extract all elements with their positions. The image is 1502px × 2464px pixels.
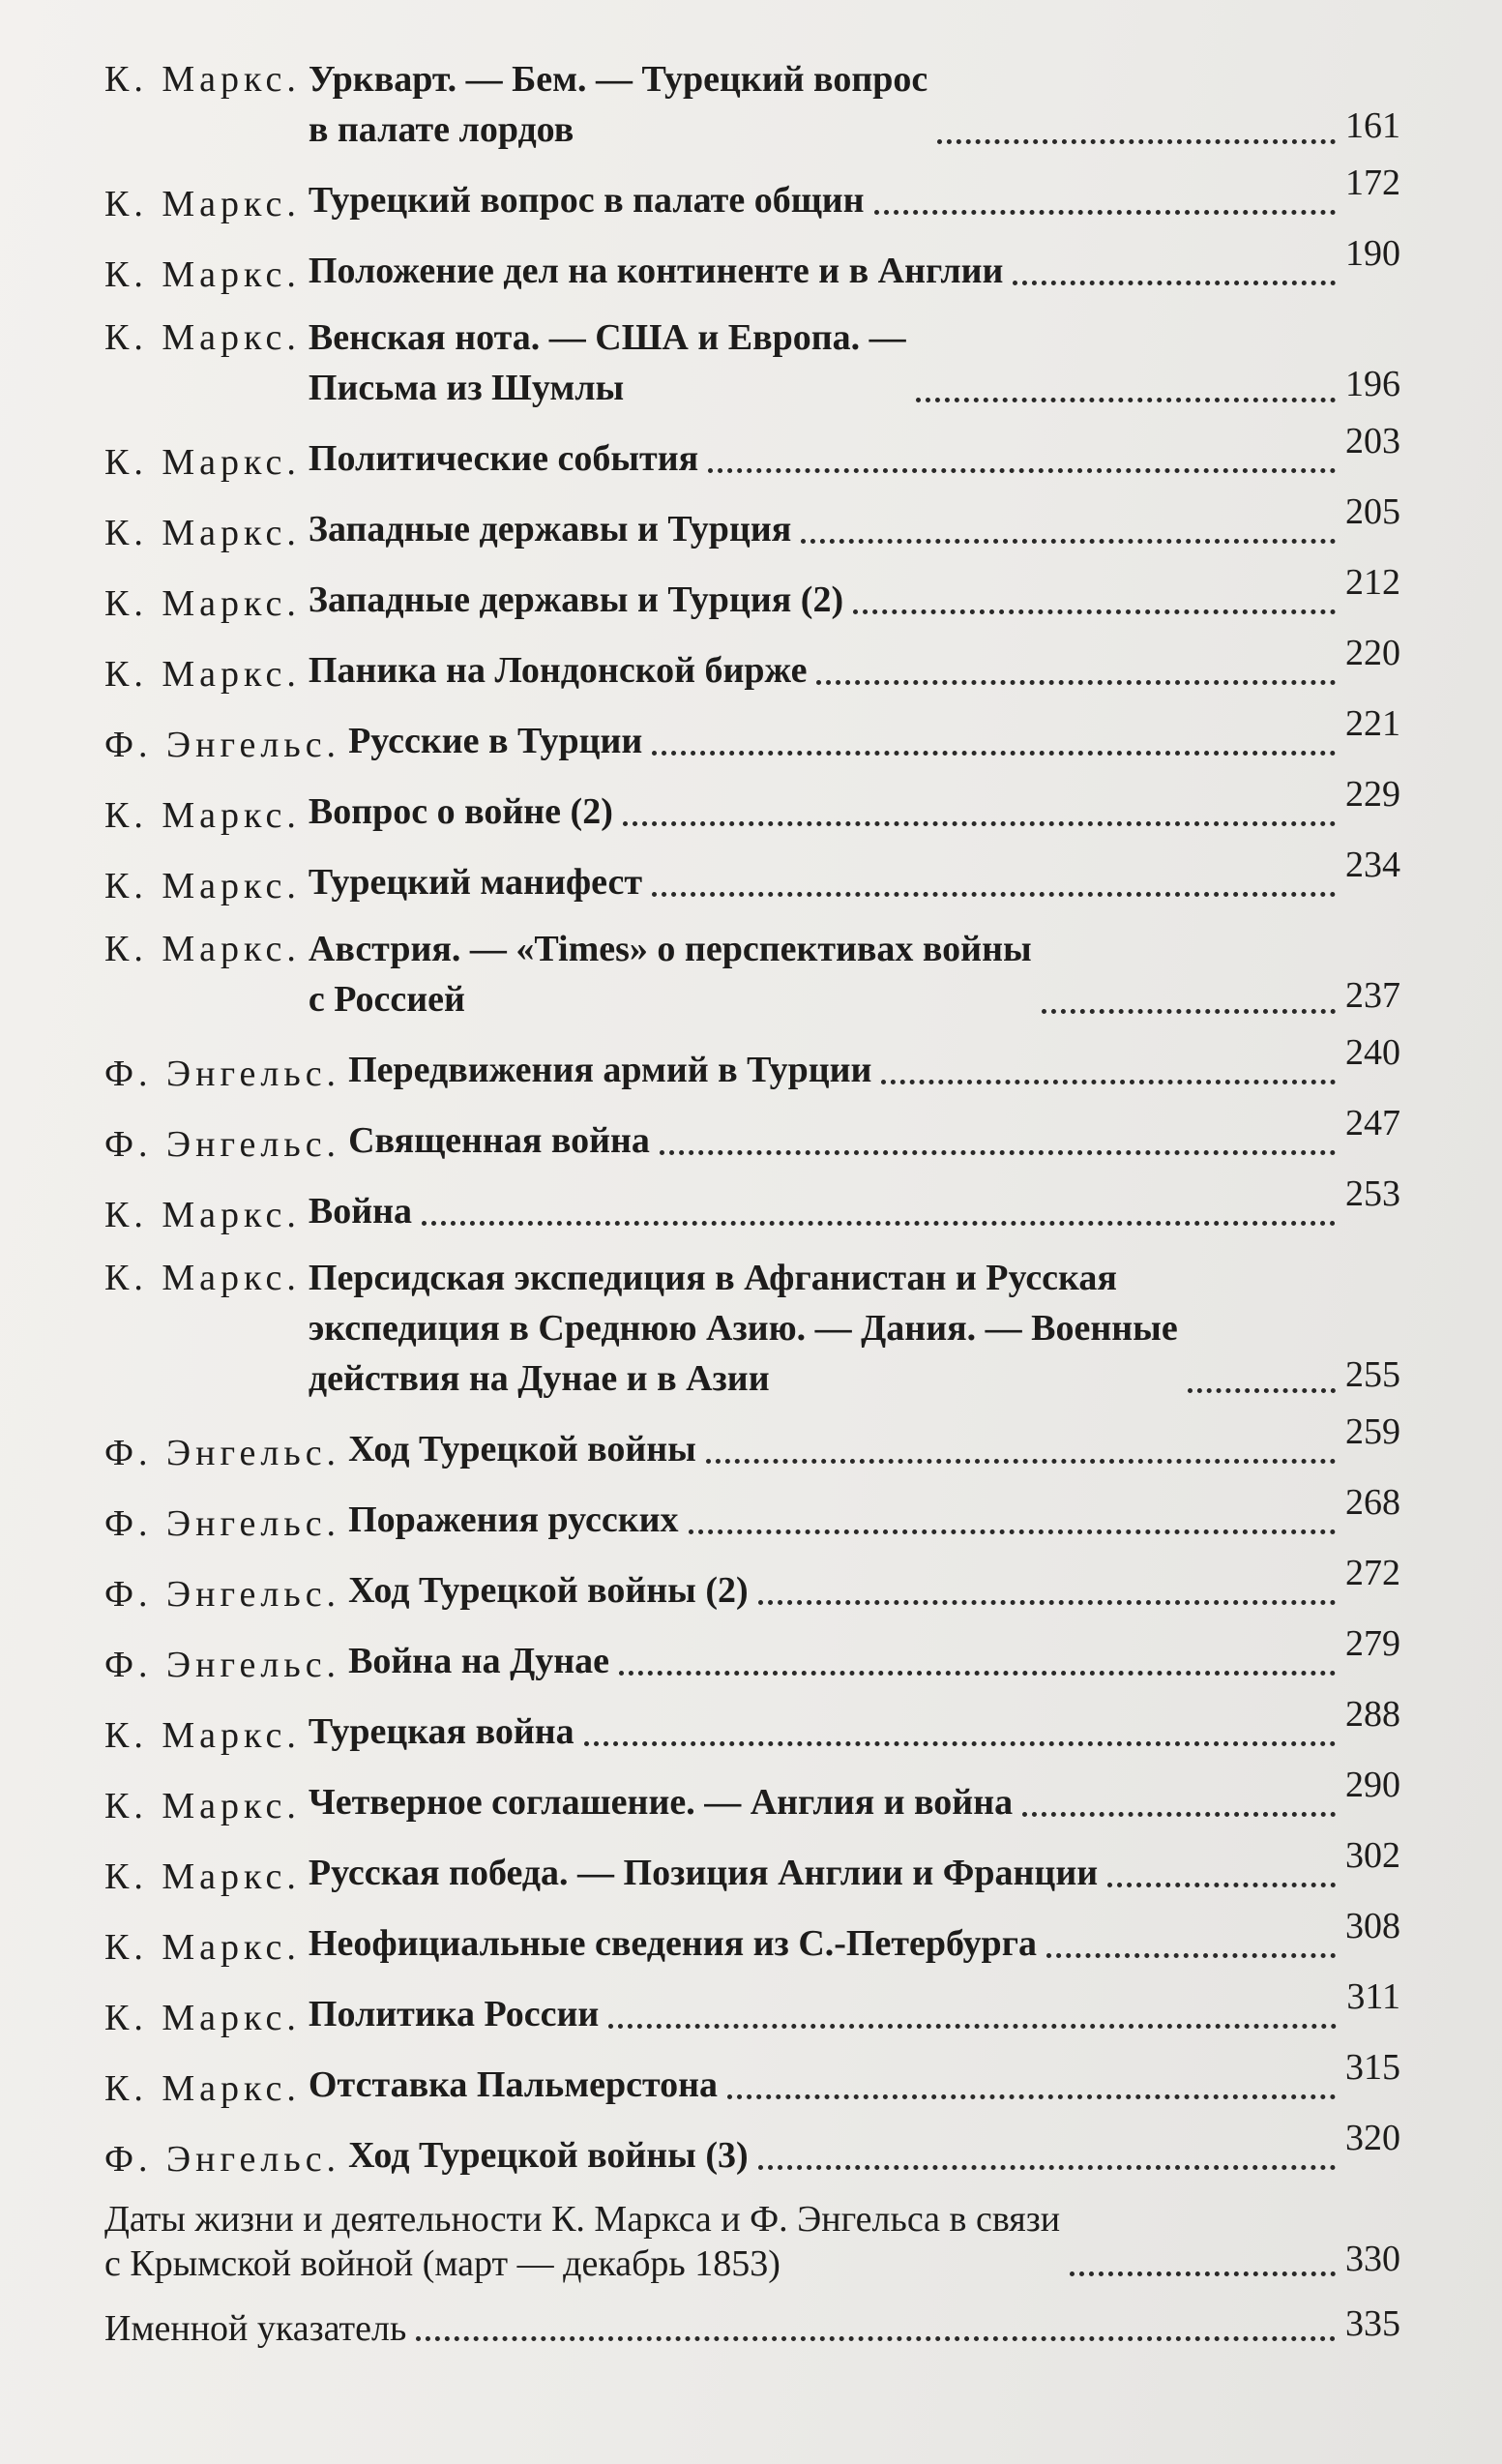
toc-entry-page: 308 (1345, 1906, 1400, 1946)
toc-entry-left (104, 575, 1345, 625)
toc-entry-page: 161 (1345, 105, 1400, 146)
toc-entry (104, 1411, 1400, 1474)
dot-leader (608, 2023, 1337, 2029)
toc-entry (104, 2118, 1400, 2181)
toc-entry (104, 1906, 1400, 1969)
toc-entry (104, 2047, 1400, 2110)
toc-entry-title-wrap (348, 716, 1345, 766)
toc-entry-title: Четверное соглашение. — Англия и война (308, 1782, 1014, 1823)
dot-leader (1070, 2271, 1336, 2276)
toc-entry-left (104, 433, 1345, 484)
toc-entry-page: 255 (1345, 1354, 1400, 1395)
toc-entry (104, 491, 1400, 554)
toc-entry (104, 703, 1400, 766)
toc-entry (104, 1103, 1400, 1166)
toc-appendix-page: 330 (1345, 2239, 1400, 2279)
toc-entry-title-wrap (348, 1565, 1345, 1616)
toc-entry-title-wrap (309, 312, 1345, 413)
toc-appendix-left (104, 2197, 1345, 2286)
toc-entry-left (104, 175, 1345, 225)
toc-entry-author: Ф. Энгельс. (104, 1645, 341, 1685)
toc-entry (104, 421, 1400, 484)
toc-entry-title: Персидская экспедиция в Афганистан и Русская экспедиция в Среднюю Азию. — Дания. — Военные действия на Дунае и в Азии (308, 1258, 1178, 1399)
toc-entry-title-wrap (309, 175, 1345, 225)
toc-entry-left (104, 1045, 1345, 1095)
toc-entry-page: 212 (1345, 562, 1400, 603)
toc-entry-page: 205 (1345, 491, 1400, 532)
toc-entry (104, 774, 1400, 837)
toc-entry-author: Ф. Энгельс. (104, 2139, 341, 2180)
dot-leader (689, 1529, 1336, 1534)
dot-leader (416, 2335, 1336, 2341)
toc-entry-title-wrap (309, 1253, 1345, 1404)
toc-entry-title-wrap (309, 857, 1345, 907)
toc-appendix-entry (104, 2197, 1400, 2286)
toc-entry-author: К. Маркс. (104, 2068, 301, 2109)
toc-entry-left (104, 1707, 1345, 1757)
dot-leader (706, 1458, 1336, 1464)
toc-entry-title: Неофициальные сведения из С.-Петербурга (308, 1923, 1037, 1964)
toc-entry-title: Паника на Лондонской бирже (308, 650, 808, 691)
toc-appendix-left (104, 2306, 1345, 2351)
dot-leader (937, 138, 1336, 144)
toc-entry-page: 229 (1345, 774, 1400, 815)
toc-entry-title-wrap (309, 1777, 1345, 1827)
toc-entry-title-wrap (309, 246, 1345, 296)
toc-entry (104, 1032, 1400, 1095)
toc-entry-left (104, 1848, 1345, 1898)
dot-leader (623, 820, 1336, 826)
toc-entry-author: К. Маркс. (104, 254, 301, 295)
toc-entry-author: К. Маркс. (104, 442, 301, 483)
toc-entry-title: Западные державы и Турция (2) (308, 579, 844, 620)
toc-entry-title-wrap (309, 787, 1345, 837)
toc-entry (104, 233, 1400, 296)
toc-entry-title-wrap (309, 54, 1345, 155)
toc-entry-author: Ф. Энгельс. (104, 1433, 341, 1473)
toc-entry-author: Ф. Энгельс. (104, 725, 341, 765)
toc-entry-left (104, 1115, 1345, 1166)
toc-entry-title: Турецкий вопрос в палате общин (308, 180, 865, 221)
toc-entry-title-wrap (348, 1424, 1345, 1474)
toc-entry-left (104, 312, 1345, 413)
toc-entry-title: Ход Турецкой войны (3) (348, 2135, 749, 2176)
toc-entry-title: Поражения русских (348, 1499, 679, 1540)
toc-entry-title-wrap (309, 1848, 1345, 1898)
toc-entry-page: 234 (1345, 845, 1400, 885)
toc-entry-author: К. Маркс. (104, 317, 301, 358)
toc-entry-title: Венская нота. — США и Европа. — Письма из Шумлы (308, 317, 906, 408)
toc-entry-title: Вопрос о войне (2) (308, 791, 613, 832)
toc-appendix-title: Именной указатель (104, 2308, 407, 2349)
toc-entry-author: К. Маркс. (104, 583, 301, 624)
toc-entry-author: К. Маркс. (104, 866, 301, 906)
toc-entry (104, 54, 1400, 155)
toc-entry-title-wrap (348, 1115, 1345, 1166)
dot-leader (758, 2164, 1336, 2170)
toc-entry-page: 220 (1345, 633, 1400, 673)
toc-entry-author: К. Маркс. (104, 513, 301, 553)
toc-entry (104, 1553, 1400, 1616)
toc-entry-title: Политика России (308, 1994, 600, 2034)
toc-entry (104, 1694, 1400, 1757)
toc-entry-title-wrap (309, 575, 1345, 625)
toc-entry-title: Турецкая война (308, 1711, 574, 1752)
toc-entry-title: Положение дел на континенте и в Англии (308, 251, 1004, 291)
toc-entry-title: Уркварт. — Бем. — Турецкий вопрос в палате лордов (308, 59, 928, 150)
toc-entry-title: Русские в Турции (348, 721, 643, 761)
toc-entry (104, 1253, 1400, 1404)
toc-entry-page: 253 (1345, 1173, 1400, 1214)
toc-entry-author: Ф. Энгельс. (104, 1503, 341, 1544)
toc-entry-page: 302 (1345, 1835, 1400, 1876)
toc-entry (104, 924, 1400, 1024)
toc-entry-page: 259 (1345, 1411, 1400, 1452)
toc-entry-page: 237 (1345, 975, 1400, 1016)
toc-entry-author: К. Маркс. (104, 1786, 301, 1826)
toc-entry (104, 1835, 1400, 1898)
dot-leader (652, 891, 1336, 897)
toc-entry-left (104, 1636, 1345, 1686)
dot-leader (874, 209, 1336, 215)
toc-entry-left (104, 1565, 1345, 1616)
toc-entry-left (104, 246, 1345, 296)
table-of-contents (104, 50, 1400, 2367)
toc-appendix-entry (104, 2302, 1400, 2351)
toc-entry-page: 311 (1346, 1976, 1400, 2017)
toc-entry (104, 562, 1400, 625)
toc-entry-page: 272 (1345, 1553, 1400, 1593)
toc-entry-left (104, 1495, 1345, 1545)
toc-entry-title-wrap (348, 1636, 1345, 1686)
toc-entry-title-wrap (309, 433, 1345, 484)
dot-leader (619, 1670, 1336, 1676)
toc-entry (104, 1173, 1400, 1236)
dot-leader (1022, 1811, 1336, 1817)
dot-leader (853, 609, 1336, 614)
toc-entry-title-wrap (348, 1045, 1345, 1095)
toc-entry-author: К. Маркс. (104, 184, 301, 224)
toc-entry-title: Западные державы и Турция (308, 509, 792, 549)
toc-entry-title-wrap (309, 1989, 1347, 2039)
toc-entry-author: К. Маркс. (104, 929, 301, 969)
toc-entry-title: Австрия. — «Times» о перспективах войны с Россией (308, 929, 1032, 1020)
toc-entry-page: 172 (1345, 163, 1400, 203)
toc-entry-author: К. Маркс. (104, 795, 301, 836)
toc-entry-author: К. Маркс. (104, 1856, 301, 1897)
toc-entry-left (104, 645, 1345, 696)
toc-entry (104, 1765, 1400, 1827)
toc-entry-author: Ф. Энгельс. (104, 1124, 341, 1165)
dot-leader (652, 750, 1336, 756)
dot-leader (708, 467, 1336, 473)
toc-entry-page: 320 (1345, 2118, 1400, 2158)
toc-entry-left (104, 1777, 1345, 1827)
toc-entry-title: Ход Турецкой войны (348, 1429, 696, 1469)
toc-entry-left (104, 2060, 1345, 2110)
toc-entry-author: Ф. Энгельс. (104, 1054, 341, 1094)
dot-leader (1107, 1882, 1336, 1887)
toc-entry-left (104, 1989, 1346, 2039)
dot-leader (881, 1079, 1336, 1084)
toc-entry (104, 1623, 1400, 1686)
toc-entry-title: Ход Турецкой войны (2) (348, 1570, 749, 1611)
toc-entry-left (104, 1253, 1345, 1404)
toc-entry-page: 279 (1345, 1623, 1400, 1664)
toc-entry-author: К. Маркс. (104, 1715, 301, 1756)
toc-entry (104, 1482, 1400, 1545)
toc-entry-page: 315 (1345, 2047, 1400, 2088)
toc-entry-title-wrap (309, 645, 1345, 696)
toc-entry (104, 1976, 1400, 2039)
dot-leader (916, 397, 1336, 402)
toc-entry-page: 290 (1345, 1765, 1400, 1805)
toc-entry-title-wrap (309, 1186, 1345, 1236)
toc-entry-author: К. Маркс. (104, 654, 301, 695)
toc-entry-author: К. Маркс. (104, 1927, 301, 1968)
dot-leader (727, 2093, 1336, 2099)
toc-entry (104, 633, 1400, 696)
toc-entry-author: К. Маркс. (104, 1998, 301, 2038)
toc-entry-page: 196 (1345, 364, 1400, 404)
toc-entry-title-wrap (309, 2060, 1345, 2110)
dot-leader (422, 1220, 1336, 1226)
toc-entry-title: Священная война (348, 1120, 650, 1161)
toc-entry-left (104, 924, 1345, 1024)
toc-entry-left (104, 2130, 1345, 2181)
dot-leader (801, 538, 1336, 544)
toc-entry (104, 845, 1400, 907)
toc-entry-left (104, 857, 1345, 907)
toc-entry-author: К. Маркс. (104, 1195, 301, 1235)
toc-entry (104, 163, 1400, 225)
dot-leader (816, 679, 1336, 685)
toc-entry-title: Война на Дунае (348, 1641, 609, 1681)
dot-leader (1188, 1387, 1336, 1393)
toc-entry-title-wrap (309, 924, 1345, 1024)
toc-entry-author: Ф. Энгельс. (104, 1574, 341, 1615)
toc-entry-title-wrap (309, 1707, 1345, 1757)
dot-leader (1013, 280, 1336, 285)
toc-entry-title: Политические события (308, 438, 699, 479)
toc-entry (104, 312, 1400, 413)
toc-entry-left (104, 1424, 1345, 1474)
toc-entry-left (104, 716, 1345, 766)
toc-entry-title-wrap (309, 1918, 1345, 1969)
toc-entry-title: Отставка Пальмерстона (308, 2064, 719, 2105)
dot-leader (758, 1599, 1336, 1605)
toc-entry-left (104, 504, 1345, 554)
toc-entry-page: 203 (1345, 421, 1400, 461)
toc-entry-page: 221 (1345, 703, 1400, 744)
toc-entry-page: 268 (1345, 1482, 1400, 1523)
dot-leader (660, 1149, 1336, 1155)
toc-entry-title-wrap (309, 504, 1345, 554)
toc-entry-title-wrap (348, 2130, 1345, 2181)
dot-leader (1042, 1008, 1336, 1014)
toc-entry-page: 190 (1345, 233, 1400, 274)
toc-entry-title: Передвижения армий в Турции (348, 1050, 872, 1090)
toc-entry-title-wrap (348, 1495, 1345, 1545)
toc-entry-left (104, 54, 1345, 155)
toc-entry-page: 240 (1345, 1032, 1400, 1073)
toc-entry-left (104, 1186, 1345, 1236)
dot-leader (584, 1740, 1336, 1746)
toc-entry-left (104, 787, 1345, 837)
toc-entry-author: К. Маркс. (104, 1258, 301, 1298)
toc-appendix-page: 335 (1345, 2303, 1400, 2344)
dot-leader (1046, 1952, 1336, 1958)
toc-entry-left (104, 1918, 1345, 1969)
toc-appendix-title: Даты жизни и деятельности К. Маркса и Ф. Энгельса в связи с Крымской войной (март — декабрь 1853) (104, 2199, 1061, 2284)
toc-entry-author: К. Маркс. (104, 59, 301, 100)
toc-entry-title: Война (308, 1191, 413, 1232)
toc-entry-title: Турецкий манифест (308, 862, 642, 903)
toc-entry-title: Русская победа. — Позиция Англии и Франции (308, 1853, 1099, 1893)
toc-entry-page: 288 (1345, 1694, 1400, 1735)
toc-entry-page: 247 (1345, 1103, 1400, 1143)
